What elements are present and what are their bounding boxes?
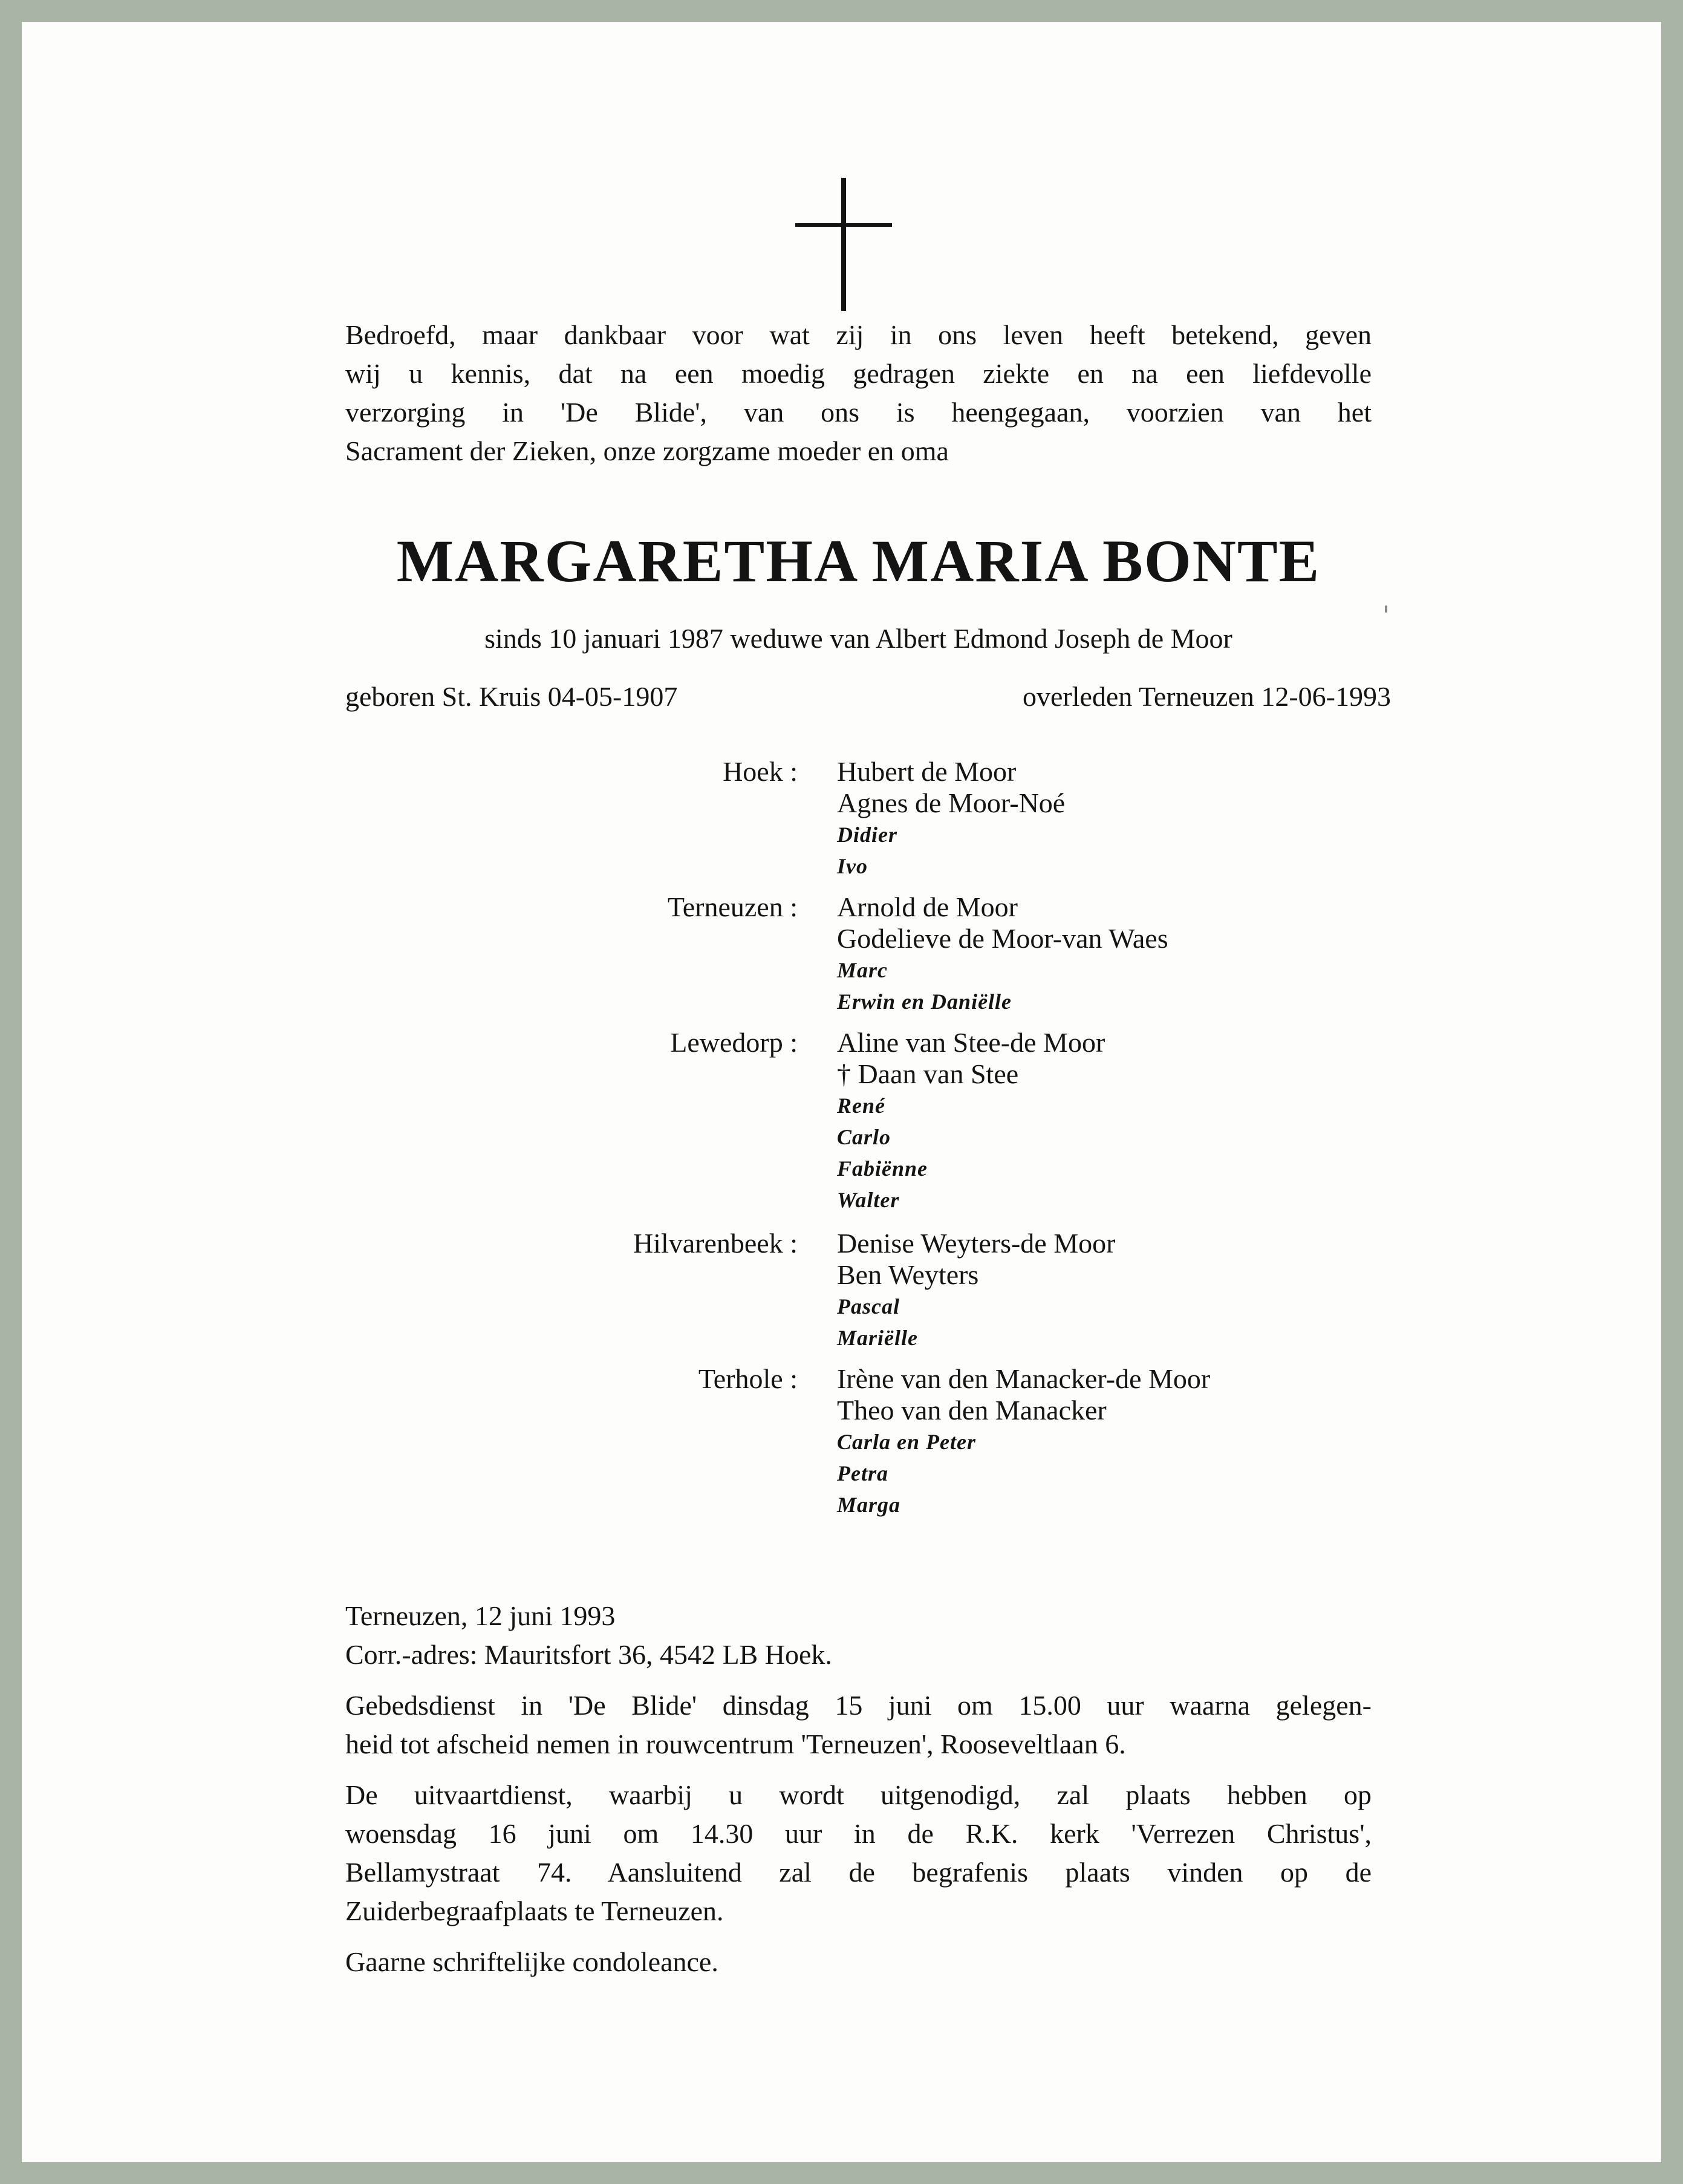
condolence-note: Gaarne schriftelijke condoleance. (345, 1946, 718, 1977)
funeral-paragraph (345, 1776, 1372, 1931)
family-child: Carla en Peter (837, 1430, 976, 1454)
death-notice-card (22, 22, 1661, 2162)
family-child: Marga (837, 1493, 901, 1517)
family-place: Hilvarenbeek : (633, 1228, 798, 1259)
family-child: Pascal (837, 1294, 900, 1319)
widow-line: sinds 10 januari 1987 weduwe van Albert Edmond Joseph de Moor (484, 623, 1232, 654)
family-child: Mariëlle (837, 1326, 918, 1350)
funeral-line: woensdag 16 juni om 14.30 uur in de R.K. kerk 'Verrezen Christus', (345, 1818, 1372, 1849)
family-child: René (837, 1094, 885, 1118)
family-child: Petra (837, 1461, 888, 1485)
family-place: Terneuzen : (667, 892, 798, 922)
family-adult: Denise Weyters-de Moor (837, 1228, 1116, 1259)
intro-line: wij u kennis, dat na een moedig gedragen ziekte en na een liefdevolle (345, 358, 1372, 389)
deceased-name: MARGARETHA MARIA BONTE (396, 527, 1321, 595)
family-adult: Godelieve de Moor-van Waes (837, 923, 1168, 954)
family-adult: Irène van den Manacker-de Moor (837, 1363, 1211, 1394)
family-place: Lewedorp : (670, 1027, 798, 1058)
family-members (837, 756, 1065, 882)
family-place: Hoek : (723, 756, 798, 787)
family-adult: Theo van den Manacker (837, 1395, 1107, 1426)
funeral-line: Zuiderbegraafplaats te Terneuzen. (345, 1896, 724, 1926)
family-members (837, 1027, 1105, 1216)
family-child: Walter (837, 1188, 900, 1212)
family-adult: Agnes de Moor-Noé (837, 787, 1066, 818)
correspondence-address: Corr.-adres: Mauritsfort 36, 4542 LB Hoek. (345, 1639, 832, 1670)
family-adult: Ben Weyters (837, 1259, 979, 1290)
family-child: Ivo (837, 854, 868, 878)
birth-info: geboren St. Kruis 04-05-1907 (345, 681, 678, 712)
intro-line: verzorging in 'De Blide', van ons is heengegaan, voorzien van het (345, 397, 1372, 428)
family-adult: Hubert de Moor (837, 756, 1017, 787)
cross-icon (795, 178, 892, 311)
family-place: Terhole : (698, 1363, 798, 1394)
intro-paragraph (345, 316, 1372, 471)
print-speck (1385, 605, 1387, 613)
prayer-service-line: Gebedsdienst in 'De Blide' dinsdag 15 juni om 15.00 uur waarna gelegen- (345, 1690, 1372, 1721)
intro-line: Sacrament der Zieken, onze zorgzame moeder en oma (345, 435, 949, 466)
family-child: Fabiënne (837, 1156, 928, 1181)
funeral-line: Bellamystraat 74. Aansluitend zal de begrafenis plaats vinden op de (345, 1857, 1372, 1888)
intro-line: Bedroefd, maar dankbaar voor wat zij in ons leven heeft betekend, geven (345, 319, 1372, 350)
family-adult: Arnold de Moor (837, 892, 1018, 922)
family-child: Carlo (837, 1125, 891, 1149)
family-child: Didier (837, 823, 897, 847)
family-members (837, 1363, 1210, 1521)
place-date: Terneuzen, 12 juni 1993 (345, 1600, 616, 1631)
family-members (837, 1228, 1115, 1354)
death-info: overleden Terneuzen 12-06-1993 (1022, 681, 1391, 712)
prayer-service-line: heid tot afscheid nemen in rouwcentrum 'Terneuzen', Rooseveltlaan 6. (345, 1729, 1126, 1759)
funeral-line: De uitvaartdienst, waarbij u wordt uitgenodigd, zal plaats hebben op (345, 1779, 1372, 1810)
family-adult: Aline van Stee-de Moor (837, 1027, 1105, 1058)
family-adult: † Daan van Stee (837, 1058, 1019, 1089)
family-child: Erwin en Daniëlle (837, 989, 1012, 1014)
family-members (837, 892, 1168, 1017)
prayer-service-paragraph (345, 1686, 1372, 1764)
family-child: Marc (837, 958, 888, 982)
